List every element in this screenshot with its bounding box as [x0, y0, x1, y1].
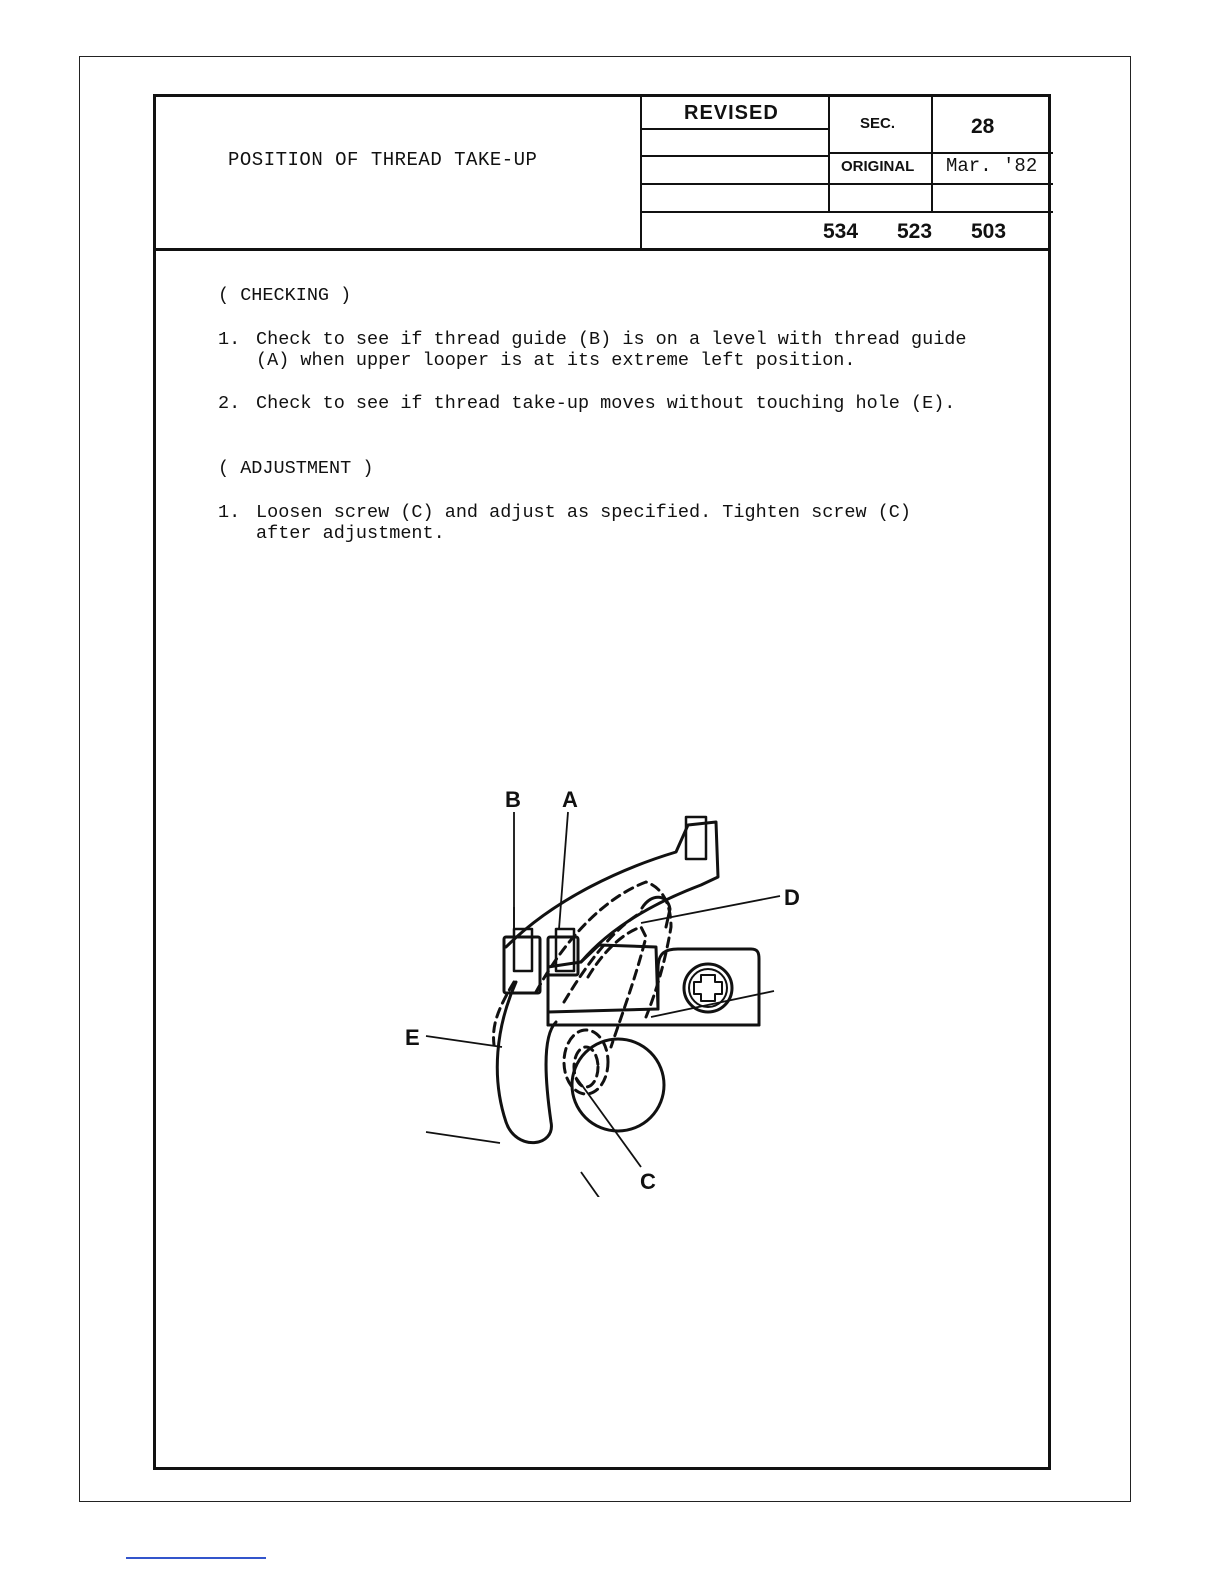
- sheet-header: [156, 97, 1048, 251]
- item-text: Check to see if thread take-up moves without touching hole (E).: [256, 393, 956, 414]
- label-a: A: [562, 787, 578, 812]
- label-c: C: [640, 1169, 656, 1194]
- label-e: E: [405, 1025, 420, 1050]
- model-number: 503: [971, 220, 1007, 243]
- item-text: Loosen screw (C) and adjust as specified. Tighten screw (C) after adjustment.: [256, 502, 912, 544]
- sec-value: 28: [971, 115, 995, 138]
- original-date: Mar. '82: [946, 155, 1038, 177]
- list-item: [218, 329, 1018, 371]
- label-d: D: [784, 885, 800, 910]
- sec-label: SEC.: [860, 115, 896, 132]
- model-number: 534: [823, 220, 859, 243]
- item-number: 1.: [218, 502, 241, 523]
- adjustment-heading: ( ADJUSTMENT ): [218, 458, 374, 479]
- item-text: Check to see if thread guide (B) is on a level with thread guide (A) when upper looper is at its extreme left position.: [256, 329, 967, 371]
- revision-info-block: [640, 97, 1051, 248]
- instructions: [218, 285, 1018, 566]
- label-b: B: [505, 787, 521, 812]
- item-number: 1.: [218, 329, 241, 350]
- list-item: [218, 393, 1018, 414]
- list-item: [218, 502, 1018, 544]
- service-sheet: [153, 94, 1051, 1470]
- footer-link-underline: [126, 1557, 266, 1559]
- checking-heading: ( CHECKING ): [218, 285, 352, 306]
- original-label: ORIGINAL: [841, 158, 915, 175]
- diagram-callouts: [396, 777, 816, 1237]
- revised-label: REVISED: [684, 102, 779, 124]
- item-number: 2.: [218, 393, 241, 414]
- page-title: POSITION OF THREAD TAKE-UP: [228, 149, 538, 171]
- model-number: 523: [897, 220, 933, 243]
